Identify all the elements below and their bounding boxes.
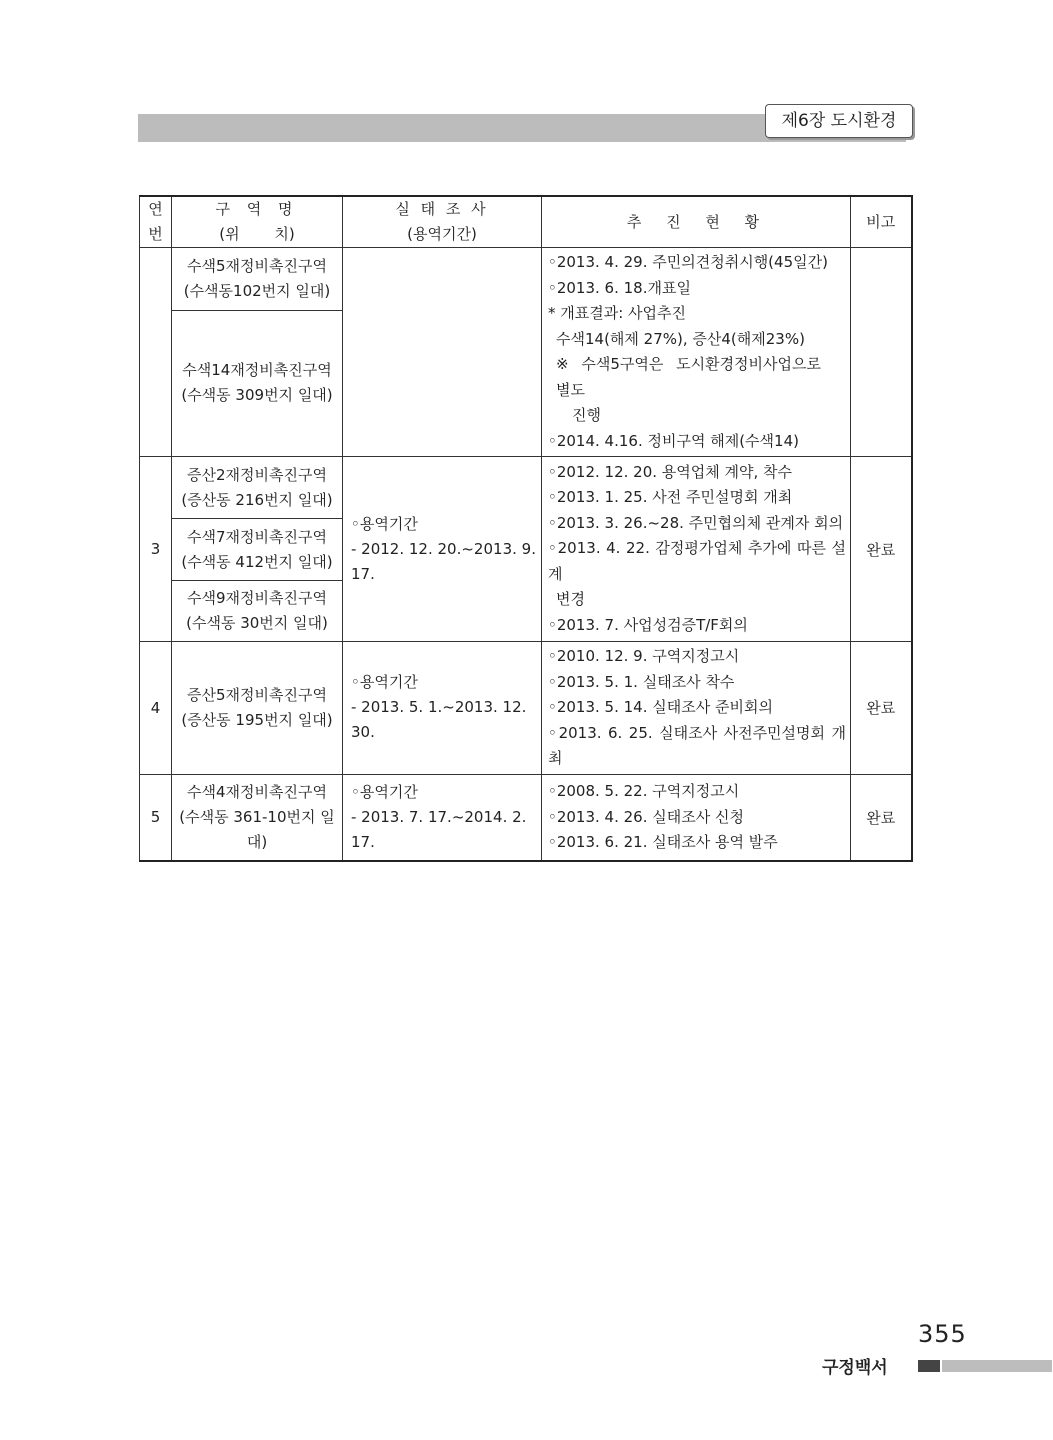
area-cell: 수색9재정비촉진구역 (수색동 30번지 일대)	[172, 581, 343, 642]
table-row	[140, 457, 912, 519]
status-cell: ◦2012. 12. 20. 용역업체 계약, 착수 ◦2013. 1. 25. 사전 주민설명회 개최 ◦2013. 3. 26.~28. 주민협의체 관계자 회의 ◦2013. 4. 22. 감정평가업체 추가에 따른 설계 변경 ◦2013. 7. 사업성검증T/F회의	[542, 457, 851, 642]
area-cell: 수색7재정비촉진구역 (수색동 412번지 일대)	[172, 519, 343, 581]
survey-cell: ◦용역기간 - 2013. 5. 1.~2013. 12. 30.	[343, 642, 542, 775]
footer-bar-light	[942, 1360, 1052, 1372]
row-number	[140, 248, 172, 457]
survey-cell: ◦용역기간 - 2013. 7. 17.~2014. 2. 17.	[343, 774, 542, 861]
row-number: 5	[140, 774, 172, 861]
note-cell	[851, 248, 912, 457]
status-cell: ◦2013. 4. 29. 주민의견청취시행(45일간) ◦2013. 6. 18.개표일 * 개표결과: 사업추진 수색14(해제 27%), 증산4(해제23%) ※ 수색5구역은 도시환경정비사업으로 별도 진행 ◦2014. 4.16. 정비구역 해제(수색14)	[542, 248, 851, 457]
header-no: 연 번	[140, 196, 172, 248]
header-survey: 실 태 조 사 (용역기간)	[343, 196, 542, 248]
area-cell: 수색14재정비촉진구역 (수색동 309번지 일대)	[172, 310, 343, 456]
area-cell: 수색5재정비촉진구역 (수색동102번지 일대)	[172, 248, 343, 311]
table-row	[140, 774, 912, 861]
note-cell: 완료	[851, 774, 912, 861]
note-cell: 완료	[851, 642, 912, 775]
header-area: 구 역 명 (위 치)	[172, 196, 343, 248]
page-number: 355	[918, 1320, 967, 1348]
status-table	[139, 195, 913, 862]
header-note: 비고	[851, 196, 912, 248]
table-header-row	[140, 196, 912, 248]
area-cell: 증산5재정비촉진구역 (증산동 195번지 일대)	[172, 642, 343, 775]
area-cell: 증산2재정비촉진구역 (증산동 216번지 일대)	[172, 457, 343, 519]
row-number: 3	[140, 457, 172, 642]
chapter-title: 제6장 도시환경	[765, 104, 913, 138]
status-cell: ◦2010. 12. 9. 구역지정고시 ◦2013. 5. 1. 실태조사 착수 ◦2013. 5. 14. 실태조사 준비회의 ◦2013. 6. 25. 실태조사 사전주민설명회 개최	[542, 642, 851, 775]
footer-bar-dark	[918, 1360, 940, 1372]
book-title: 구정백서	[822, 1358, 888, 1378]
table-row	[140, 248, 912, 311]
status-cell: ◦2008. 5. 22. 구역지정고시 ◦2013. 4. 26. 실태조사 신청 ◦2013. 6. 21. 실태조사 용역 발주	[542, 774, 851, 861]
note-cell: 완료	[851, 457, 912, 642]
survey-cell	[343, 248, 542, 457]
survey-cell: ◦용역기간 - 2012. 12. 20.~2013. 9. 17.	[343, 457, 542, 642]
area-cell: 수색4재정비촉진구역 (수색동 361-10번지 일대)	[172, 774, 343, 861]
table-row	[140, 642, 912, 775]
header-status: 추 진 현 황	[542, 196, 851, 248]
row-number: 4	[140, 642, 172, 775]
